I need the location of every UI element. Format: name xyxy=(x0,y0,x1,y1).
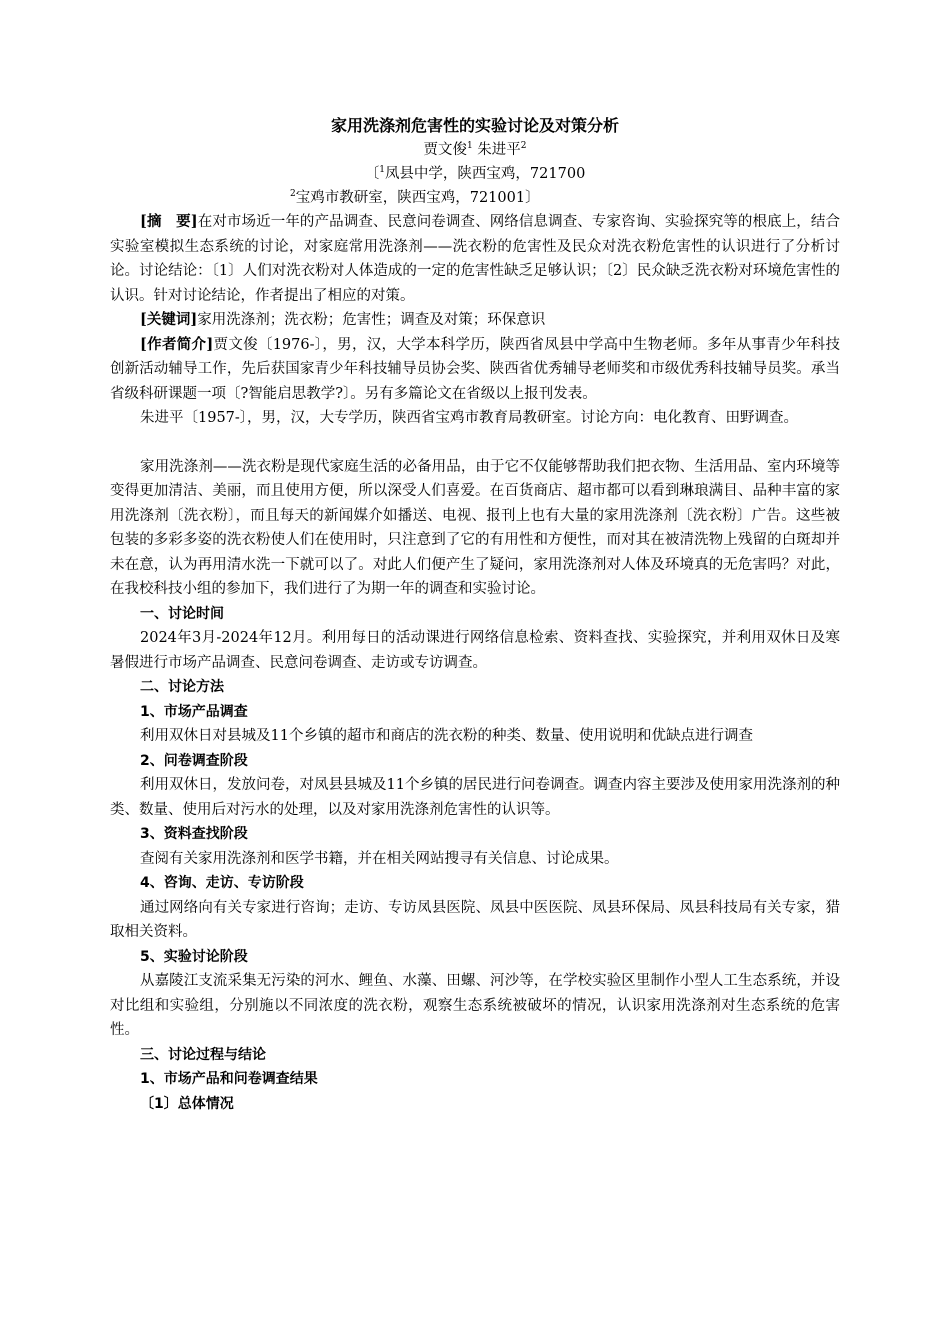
section-paragraph: 查阅有关家用洗涤剂和医学书籍，并在相关网站搜寻有关信息、讨论成果。 xyxy=(140,850,619,867)
author-intro xyxy=(110,333,840,407)
author-superscript: 1 xyxy=(466,141,473,152)
affiliation-bracket: 〔 xyxy=(364,166,380,182)
author-intro-label: [作者简介] xyxy=(140,335,214,353)
section-heading: 一、讨论时间 xyxy=(140,605,224,622)
author-name: 朱进平 xyxy=(477,142,521,158)
subsection-heading: 1、市场产品和问卷调查结果 xyxy=(140,1071,318,1087)
subsubsection-heading: 〔1〕总体情况 xyxy=(140,1095,234,1112)
author-intro-second: 朱进平〔1957-〕，男，汉，大专学历，陕西省宝鸡市教育局教研室。讨论方向：电化教育、田野调查。 xyxy=(140,410,799,426)
abstract xyxy=(110,210,840,308)
author-name: 贾文俊 xyxy=(423,142,467,158)
section-heading: 三、讨论过程与结论 xyxy=(140,1046,266,1063)
affiliation-1 xyxy=(110,162,840,186)
abstract-text: 在对市场近一年的产品调查、民意问卷调查、网络信息调查、专家咨询、实验探究等的根底上，结合实验室模拟生态系统的讨论，对家庭常用洗涤剂——洗衣粉的危害性及民众对洗衣粉危害性的认识进行了分析讨论。讨论结论：〔1〕人们对洗衣粉对人体造成的一定的危害性缺乏足够认识；〔2〕民众缺乏洗衣粉对环境危害性的认识。针对讨论结论，作者提出了相应的对策。 xyxy=(110,214,840,304)
author-superscript: 2 xyxy=(520,141,527,152)
affiliation-superscript: 1 xyxy=(379,165,385,176)
section-spacer xyxy=(110,431,840,455)
author-line xyxy=(110,138,840,162)
affiliation-superscript: 2 xyxy=(290,189,296,200)
subsection-heading: 5、实验讨论阶段 xyxy=(140,948,248,965)
section-paragraph: 利用双休日对县城及11个乡镇的超市和商店的洗衣粉的种类、数量、使用说明和优缺点进行调查 xyxy=(140,728,753,744)
paper-content xyxy=(110,114,840,1116)
keywords-text: 家用洗涤剂；洗衣粉；危害性；调查及对策；环保意识 xyxy=(197,312,546,328)
section-paragraph: 利用双休日，发放问卷，对凤县县城及11个乡镇的居民进行问卷调查。调查内容主要涉及使用家用洗涤剂的种类、数量、使用后对污水的处理，以及对家用洗涤剂危害性的认识等。 xyxy=(110,777,840,818)
keywords xyxy=(110,308,840,333)
intro-paragraph: 家用洗涤剂——洗衣粉是现代家庭生活的必备用品，由于它不仅能够帮助我们把衣物、生活用品、室内环境等变得更加清洁、美丽，而且使用方便，所以深受人们喜爱。在百货商店、超市都可以看到琳琅满目、品种丰富的家用洗涤剂〔洗衣粉〕，而且每天的新闻媒介如播送、电视、报刊上也有大量的家用洗涤剂〔洗衣粉〕广告。这些被包装的多彩多姿的洗衣粉使人们在使用时，只注意到了它的有用性和方便性，而对其在被清洗物上残留的白斑却并未在意，认为再用清水洗一下就可以了。对此人们便产生了疑问，家用洗涤剂对人体及环境真的无危害吗？对此，在我校科技小组的参加下，我们进行了为期一年的调查和实验讨论。 xyxy=(110,458,840,597)
section-paragraph: 从嘉陵江支流采集无污染的河水、鲤鱼、水藻、田螺、河沙等，在学校实验区里制作小型人工生态系统，并设对比组和实验组，分别施以不同浓度的洗衣粉，观察生态系统被破坏的情况，认识家用洗涤剂对生态系统的危害性。 xyxy=(110,973,840,1038)
paper-title: 家用洗涤剂危害性的实验讨论及对策分析 xyxy=(330,116,619,135)
section-paragraph: 通过网络向有关专家进行咨询；走访、专访凤县医院、凤县中医医院、凤县环保局、凤县科技局有关专家，猎取相关资料。 xyxy=(110,899,840,940)
subsection-heading: 3、资料查找阶段 xyxy=(140,826,248,842)
section-paragraph: 2024年3月-2024年12月。利用每日的活动课进行网络信息检索、资料查找、实验探究，并利用双休日及寒暑假进行市场产品调查、民意问卷调查、走访或专访调查。 xyxy=(110,630,840,671)
subsection-heading: 2、问卷调查阶段 xyxy=(140,752,248,769)
section-heading: 二、讨论方法 xyxy=(140,679,224,695)
subsection-heading: 1、市场产品调查 xyxy=(140,703,248,720)
affiliation-text: 宝鸡市教研室，陕西宝鸡，721001〕 xyxy=(295,190,540,206)
subsection-heading: 4、咨询、走访、专访阶段 xyxy=(140,875,304,891)
keywords-label: [关键词] xyxy=(140,311,198,328)
abstract-label: [摘 要] xyxy=(140,213,198,230)
affiliation-2 xyxy=(110,186,840,210)
author-intro-text: 贾文俊〔1976-〕，男，汉，大学本科学历，陕西省凤县中学高中生物老师。多年从事青少年科技创新活动辅导工作，先后获国家青少年科技辅导员协会奖、陕西省优秀辅导老师奖和市级优秀科技辅导员奖。承当省级科研课题一项〔?智能启思教学?〕。另有多篇论文在省级以上报刊发表。 xyxy=(110,336,840,402)
affiliation-text: 凤县中学，陕西宝鸡，721700 xyxy=(384,166,586,182)
